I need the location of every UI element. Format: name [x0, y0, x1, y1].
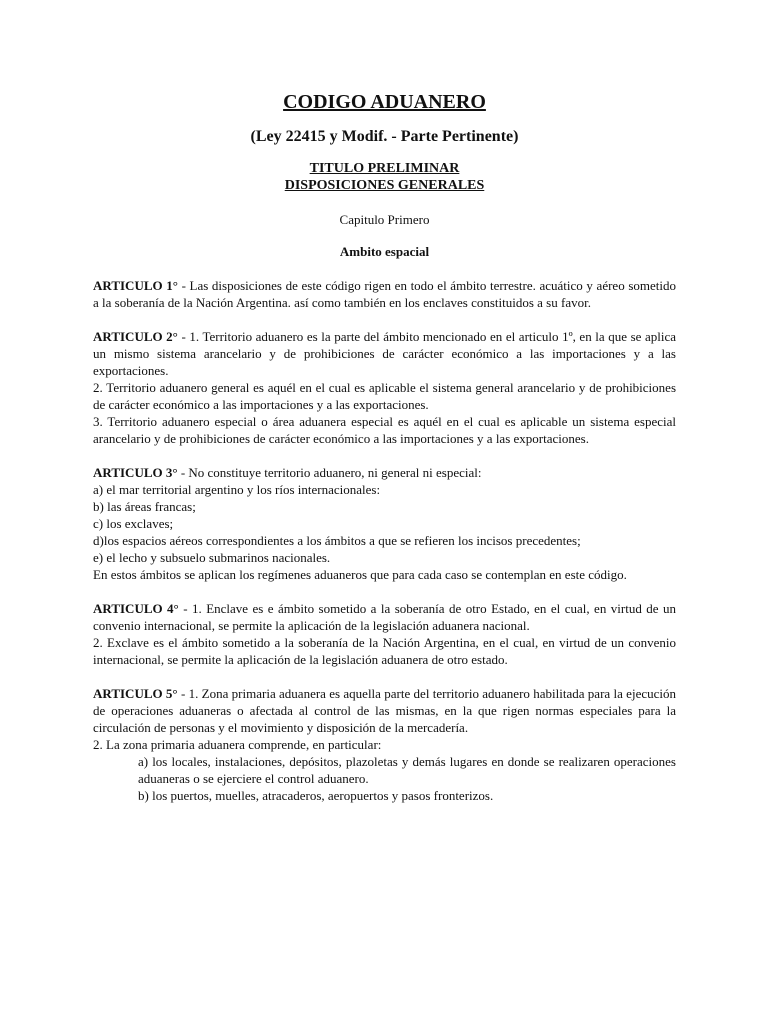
article-4-paragraph-1 — [93, 600, 676, 634]
article-5 — [93, 685, 676, 804]
article-3-item-c: c) los exclaves; — [93, 516, 174, 531]
scope-heading: Ambito espacial — [339, 244, 430, 259]
article-1 — [93, 277, 676, 311]
article-4 — [93, 600, 676, 668]
article-3-closing: En estos ámbitos se aplican los regímenes aduaneros que para cada caso se contemplan en este código. — [93, 567, 627, 582]
article-2-paragraph-2: 2. Territorio aduanero general es aquél en el cual es aplicable el sistema general arancelario y de prohibiciones de carácter económico a las importaciones y a las exportaciones. — [93, 380, 676, 412]
article-5-text-1: - 1. Zona primaria aduanera es aquella parte del territorio aduanero habilitada para la ejecución de operaciones aduaneras o afectada al control de las mismas, en la que rigen normas especiales para la circulación de personas y el movimiento y disposición de la mercadería. — [93, 686, 676, 735]
article-2-paragraph-1 — [93, 328, 676, 379]
article-3-label: ARTICULO 3° — [93, 465, 178, 480]
article-3-intro — [93, 464, 676, 481]
chapter-heading: Capitulo Primero — [339, 212, 430, 227]
document-title: CODIGO ADUANERO — [283, 91, 486, 113]
disposiciones-heading: DISPOSICIONES GENERALES — [284, 178, 485, 193]
article-5-item-b: b) los puertos, muelles, atracaderos, aeropuertos y pasos fronterizos. — [138, 788, 494, 803]
article-4-paragraph-2: 2. Exclave es el ámbito sometido a la soberanía de la Nación Argentina, en el cual, en virtud de un convenio internacional, se permite la aplicación de la legislación aduanera de otro estado. — [93, 635, 676, 667]
article-3-item-b: b) las áreas francas; — [93, 499, 196, 514]
article-4-text-1: - 1. Enclave es e ámbito sometido a la soberanía de otro Estado, en el cual, en virtud de un convenio internacional, se permite la aplicación de la legislación aduanera nacional. — [93, 601, 677, 633]
article-3 — [93, 464, 676, 583]
article-5-label: ARTICULO 5° — [93, 686, 178, 701]
article-3-item-d: d)los espacios aéreos correspondientes a los ámbitos a que se refieren los incisos precedentes; — [93, 533, 581, 548]
section-heading-block — [93, 160, 676, 194]
article-3-intro-text: - No constituye territorio aduanero, ni general ni especial: — [177, 465, 482, 480]
article-2-label: ARTICULO 2° — [93, 329, 178, 344]
article-1-paragraph — [93, 277, 676, 311]
article-5-paragraph-2: 2. La zona primaria aduanera comprende, en particular: — [93, 737, 382, 752]
article-3-item-a: a) el mar territorial argentino y los ríos internacionales: — [93, 482, 381, 497]
article-1-text: - Las disposiciones de este código rigen en todo el ámbito terrestre. acuático y aéreo sometido a la soberanía de la Nación Argentina. así como también en los enclaves constituidos a su favor. — [93, 278, 676, 310]
titulo-heading: TITULO PRELIMINAR — [309, 161, 460, 176]
article-2 — [93, 328, 676, 447]
article-2-paragraph-3: 3. Territorio aduanero especial o área aduanera especial es aquél en el cual es aplicable un sistema especial arancelario y de prohibiciones de carácter económico a las importaciones y a las exportaciones. — [93, 414, 676, 446]
document-subtitle: (Ley 22415 y Modif. - Parte Pertinente) — [250, 128, 519, 145]
article-5-paragraph-1 — [93, 685, 676, 736]
article-1-label: ARTICULO 1° — [93, 278, 178, 293]
article-3-item-e: e) el lecho y subsuelo submarinos nacionales. — [93, 550, 331, 565]
article-2-text-1: - 1. Territorio aduanero es la parte del ámbito mencionado en el articulo 1º, en la que se aplica un mismo sistema arancelario y de prohibiciones de carácter económico a las importaciones y a las exportaciones. — [93, 329, 677, 378]
article-5-item-a: a) los locales, instalaciones, depósitos, plazoletas y demás lugares en donde se realizaren operaciones aduaneras o se ejerciere el control aduanero. — [138, 754, 676, 786]
article-4-label: ARTICULO 4° — [93, 601, 179, 616]
